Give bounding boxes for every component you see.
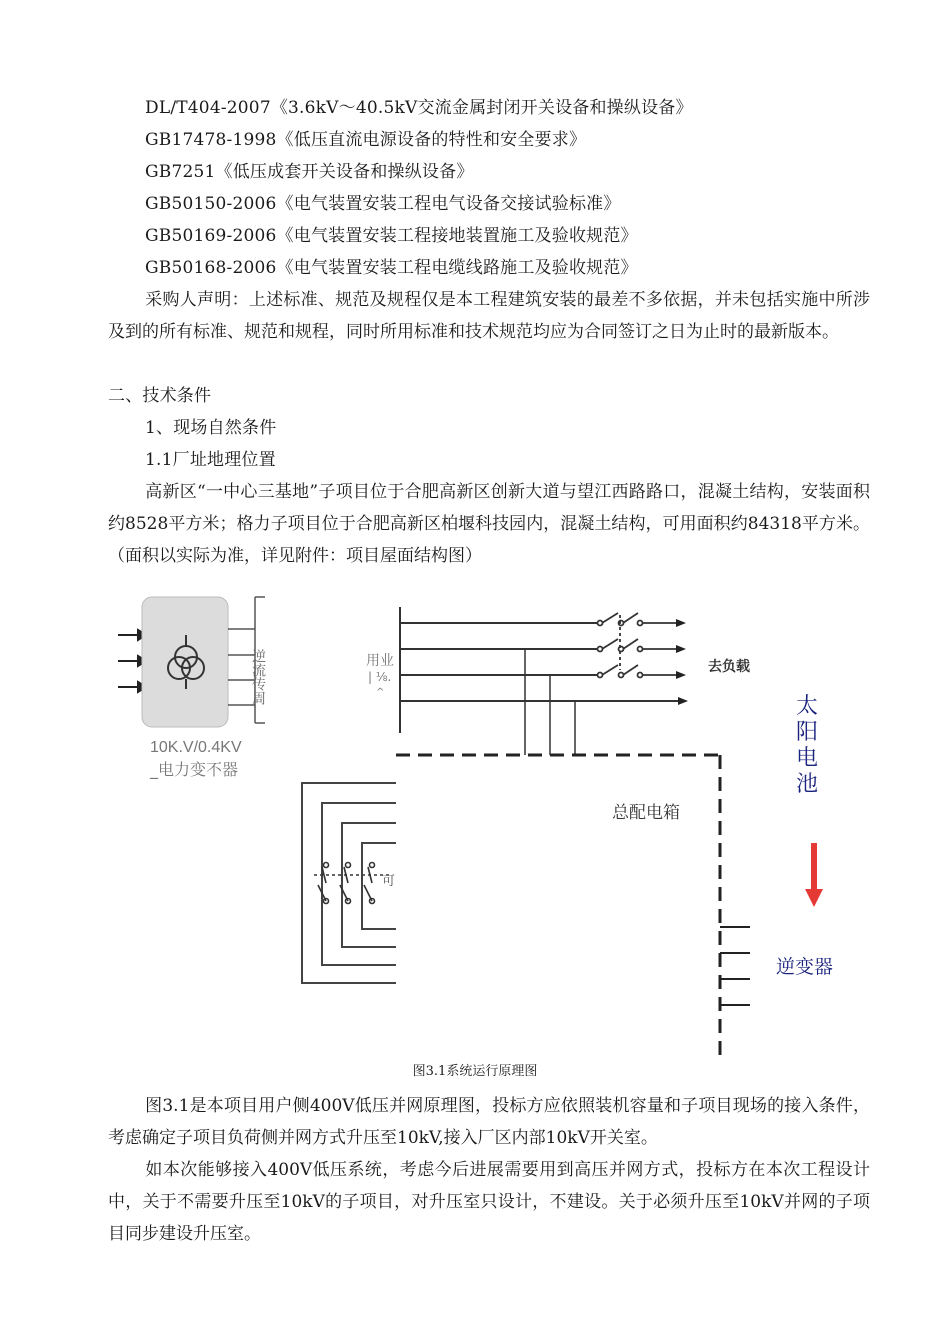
dashed-enclosure [396, 755, 720, 1060]
switch-label: 可 [382, 874, 396, 889]
figure-caption: 图3.1系统运行原理图 [412, 1064, 538, 1079]
solar-label-char-2: 阳 [796, 720, 819, 745]
solar-label [796, 694, 818, 797]
location-paragraph: 高新区“一中心三基地”子项目位于合肥高新区创新大道与望江西路路口，混凝土结构，安装面积约8528平方米；格力子项目位于合肥高新区柏堰科技园内，混凝土结构，可用面积约84318平方米。（面积以实际为准，详见附件：项目屋面结构图） [108, 482, 870, 566]
solar-label-char-3: 电 [796, 746, 819, 771]
inverter-stubs [720, 927, 750, 1005]
standard-1: DL/T404-2007《3.6kV～40.5kV交流金属封闭开关设备和操纵设备》 [145, 98, 693, 118]
figure-paragraph: 图3.1是本项目用户侧400V低压并网原理图，投标方应依照装机容量和子项目现场的接入条件，考虑确定子项目负荷侧并网方式升压至10kV,接入厂区内部10kV开关室。 [108, 1096, 870, 1148]
main-box-label: 总配电箱 [612, 803, 680, 823]
solar-label-char-1: 太 [796, 694, 819, 719]
subsubsection-title: 1.1厂址地理位置 [145, 450, 276, 470]
lower-switches [314, 863, 390, 904]
solar-label-char-4: 池 [796, 772, 819, 797]
purchaser-statement: 采购人声明：上述标准、规范及规程仅是本工程建筑安装的最差不多依据，并未包括实施中所涉及到的所有标准、规范和规程，同时所用标准和技术规范均应为合同签订之日为止时的最新版本。 [108, 290, 870, 342]
subsection-title: 1、现场自然条件 [145, 418, 277, 438]
section-title: 二、技术条件 [108, 386, 212, 406]
feeder-lines [400, 623, 680, 701]
transformer-caption-2: _电力变不器 [150, 760, 239, 779]
standard-4: GB50150-2006《电气装置安装工程电气设备交接试验标准》 [145, 194, 621, 214]
user-label-3: ^ [376, 687, 385, 698]
final-paragraph: 如本次能够接入400V低压系统，考虑今后进展需要用到高压并网方式，投标方在本次工程设计中，关于不需要升压至10kV的子项目，对升压室只设计，不建设。关于必须升压至10kV并网的子项目同步建设升压室。 [108, 1160, 870, 1244]
load-arrows [676, 619, 688, 705]
standard-3: GB7251《低压成套开关设备和操纵设备》 [145, 162, 474, 182]
standard-6: GB50168-2006《电气装置安装工程电缆线路施工及验收规范》 [145, 258, 638, 278]
standard-5: GB50169-2006《电气装置安装工程接地装置施工及验收规范》 [145, 226, 638, 246]
inverter-label: 逆变器 [776, 956, 834, 978]
transformer-caption-1: 10K.V/0.4KV [150, 739, 242, 756]
user-label-1: 用业 [366, 653, 394, 669]
down-arrow-icon [805, 843, 823, 907]
feeder-switches [598, 613, 677, 678]
standard-2: GB17478-1998《低压直流电源设备的特性和安全要求》 [145, 130, 587, 150]
load-label: 去负载 [708, 659, 750, 675]
system-diagram [100, 585, 860, 1065]
user-label-2: | ⅛. [368, 670, 392, 684]
transformer-box-label: 逆流传周 [250, 649, 266, 705]
